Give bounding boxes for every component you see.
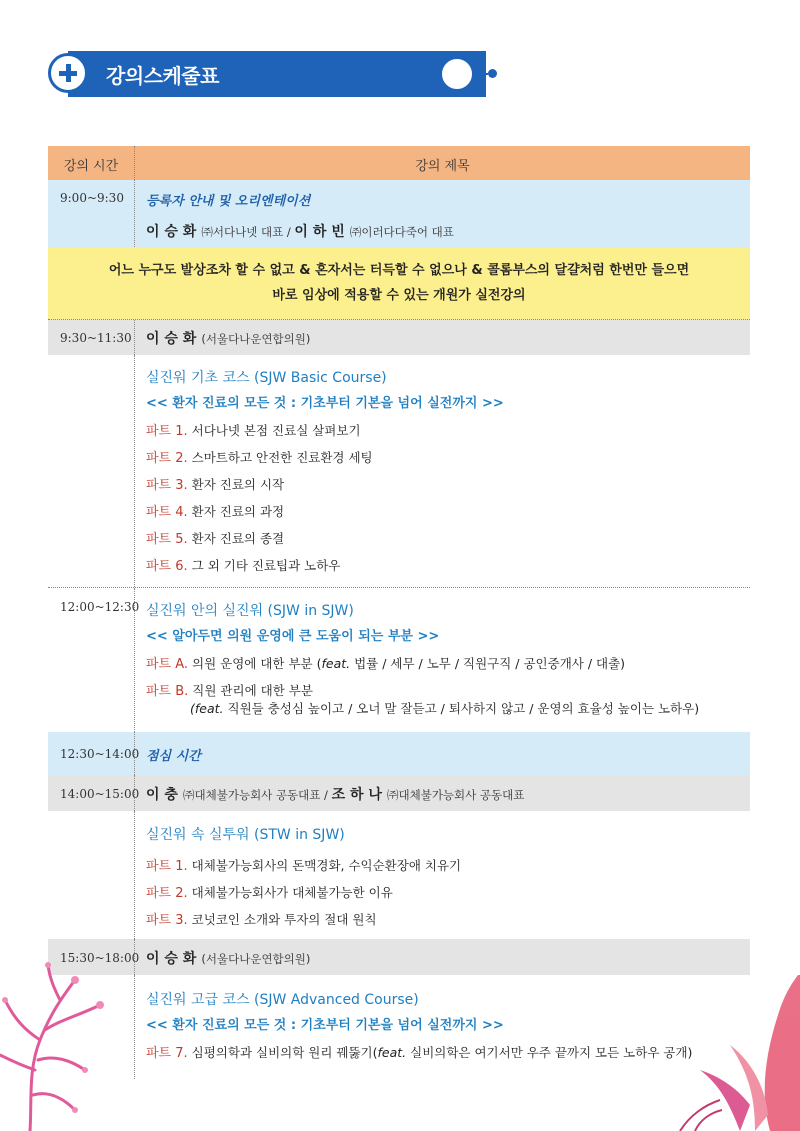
table-row-session4-speaker: [48, 939, 750, 975]
list-item: 파트 6. 그 외 기타 진료팁과 노하우: [146, 558, 341, 574]
list-item: 파트 4. 환자 진료의 과정: [146, 504, 285, 520]
list-item: 파트 1. 서다나넷 본점 진료실 살펴보기: [146, 423, 361, 439]
table-row-orientation: 9:00~9:30 등록자 안내 및 오리엔테이션 이 승 화 ㈜서다나넷 대표 / 이 하 빈 ㈜이러다다죽어 대표: [48, 180, 750, 247]
list-item: 파트 B. 직원 관리에 대한 부분: [146, 683, 313, 699]
time-cell: 15:30~18:00: [60, 951, 140, 965]
course-title: 실진워 안의 실진워 (SJW in SJW): [146, 603, 354, 619]
circle-ornament-icon: [440, 57, 474, 91]
speaker-affiliation: (서울다나운연합의원): [201, 332, 311, 346]
course-title: 실진워 기초 코스 (SJW Basic Course): [146, 370, 387, 386]
speaker-affiliation: ㈜대체불가능회사 공동대표: [387, 788, 525, 802]
coral-decoration-left: [0, 960, 120, 1131]
time-cell: 12:00~12:30: [60, 600, 140, 614]
speaker-name: 이 승 화: [146, 224, 197, 240]
table-row-session1-speaker: [48, 320, 750, 355]
list-item: 파트 A. 의원 운영에 대한 부분 (feat. 법률 / 세무 / 노무 / 직원구직 / 공인중개사 / 대출): [146, 656, 626, 672]
speaker-name: 이 승 화: [146, 331, 197, 347]
table-row-session3-speaker: 14:00~15:00 이 충 ㈜대체불가능회사 공동대표 / 조 하 나 ㈜대체불가능회사 공동대표: [48, 775, 750, 811]
course-subtitle: << 알아두면 의원 운영에 큰 도움이 되는 부분 >>: [146, 629, 440, 644]
list-item: 파트 3. 환자 진료의 시작: [146, 477, 285, 493]
speaker-name: 이 충: [146, 787, 178, 803]
highlight-line-1: 어느 누구도 발상조차 할 수 없고 & 혼자서는 터득할 수 없으나 & 콜롬부스의 달걀처럼 한번만 들으면: [108, 263, 690, 278]
speaker-name: 이 하 빈: [294, 224, 345, 240]
list-item: 파트 1. 대체불가능회사의 돈맥경화, 수익순환장애 치유기: [146, 858, 462, 874]
course-subtitle: << 환자 진료의 모든 것 : 기초부터 기본을 넘어 실전까지 >>: [146, 396, 504, 411]
coral-decoration-right: [660, 975, 800, 1131]
speaker-name: 조 하 나: [331, 787, 382, 803]
table-row-session2: [48, 588, 750, 732]
list-item: 파트 2. 대체불가능회사가 대체불가능한 이유: [146, 885, 393, 901]
time-cell: 14:00~15:00: [60, 787, 140, 801]
list-item: 파트 7. 심평의학과 실비의학 원리 꿰뚫기(feat. 실비의학은 여기서만 우주 끝까지 모든 노하우 공개): [146, 1045, 693, 1061]
speaker-affiliation: (서울다나운연합의원): [201, 952, 311, 966]
highlight-line-2: 바로 임상에 적용할 수 있는 개원가 실전강의: [272, 288, 526, 303]
course-title: 실진워 속 실투워 (STW in SJW): [146, 827, 345, 843]
connector-line: [472, 73, 488, 75]
list-item: 파트 2. 스마트하고 안전한 진료환경 세팅: [146, 450, 373, 466]
time-cell: 9:00~9:30: [60, 191, 124, 205]
course-title: 실진워 고급 코스 (SJW Advanced Course): [146, 992, 419, 1008]
table-row-session3: [48, 811, 750, 939]
table-row-lunch: [48, 732, 750, 775]
course-subtitle: << 환자 진료의 모든 것 : 기초부터 기본을 넘어 실전까지 >>: [146, 1018, 504, 1033]
page-title: 강의스케줄표: [106, 64, 219, 88]
header-title: 강의 제목: [415, 159, 470, 174]
header-time: 강의 시간: [63, 159, 119, 174]
plus-icon: [48, 53, 88, 93]
speaker-affiliation: ㈜이러다다죽어 대표: [349, 225, 454, 239]
time-cell: 12:30~14:00: [60, 747, 140, 761]
schedule-table: [48, 146, 750, 1079]
time-cell: 9:30~11:30: [60, 331, 132, 345]
dot-ornament-icon: [488, 69, 497, 78]
lunch-title: 점심 시간: [146, 749, 201, 764]
orientation-title: 등록자 안내 및 오리엔테이션: [146, 194, 311, 209]
table-row-session1: [48, 355, 750, 588]
speaker-name: 이 승 화: [146, 951, 197, 967]
table-row-session4: [48, 975, 750, 1079]
highlight-banner: [48, 247, 750, 320]
speaker-affiliation: ㈜대체불가능회사 공동대표: [183, 788, 321, 802]
list-item: 파트 5. 환자 진료의 종결: [146, 531, 285, 547]
table-header: [48, 146, 750, 180]
section-banner: [48, 51, 490, 97]
list-item: 파트 3. 코넛코인 소개와 투자의 절대 원칙: [146, 912, 377, 928]
list-item-detail: (feat. 직원들 충성심 높이고 / 오너 말 잘듣고 / 퇴사하지 않고 / 운영의 효율성 높이는 노하우): [190, 701, 700, 716]
speaker-affiliation: ㈜서다나넷 대표: [201, 225, 284, 239]
